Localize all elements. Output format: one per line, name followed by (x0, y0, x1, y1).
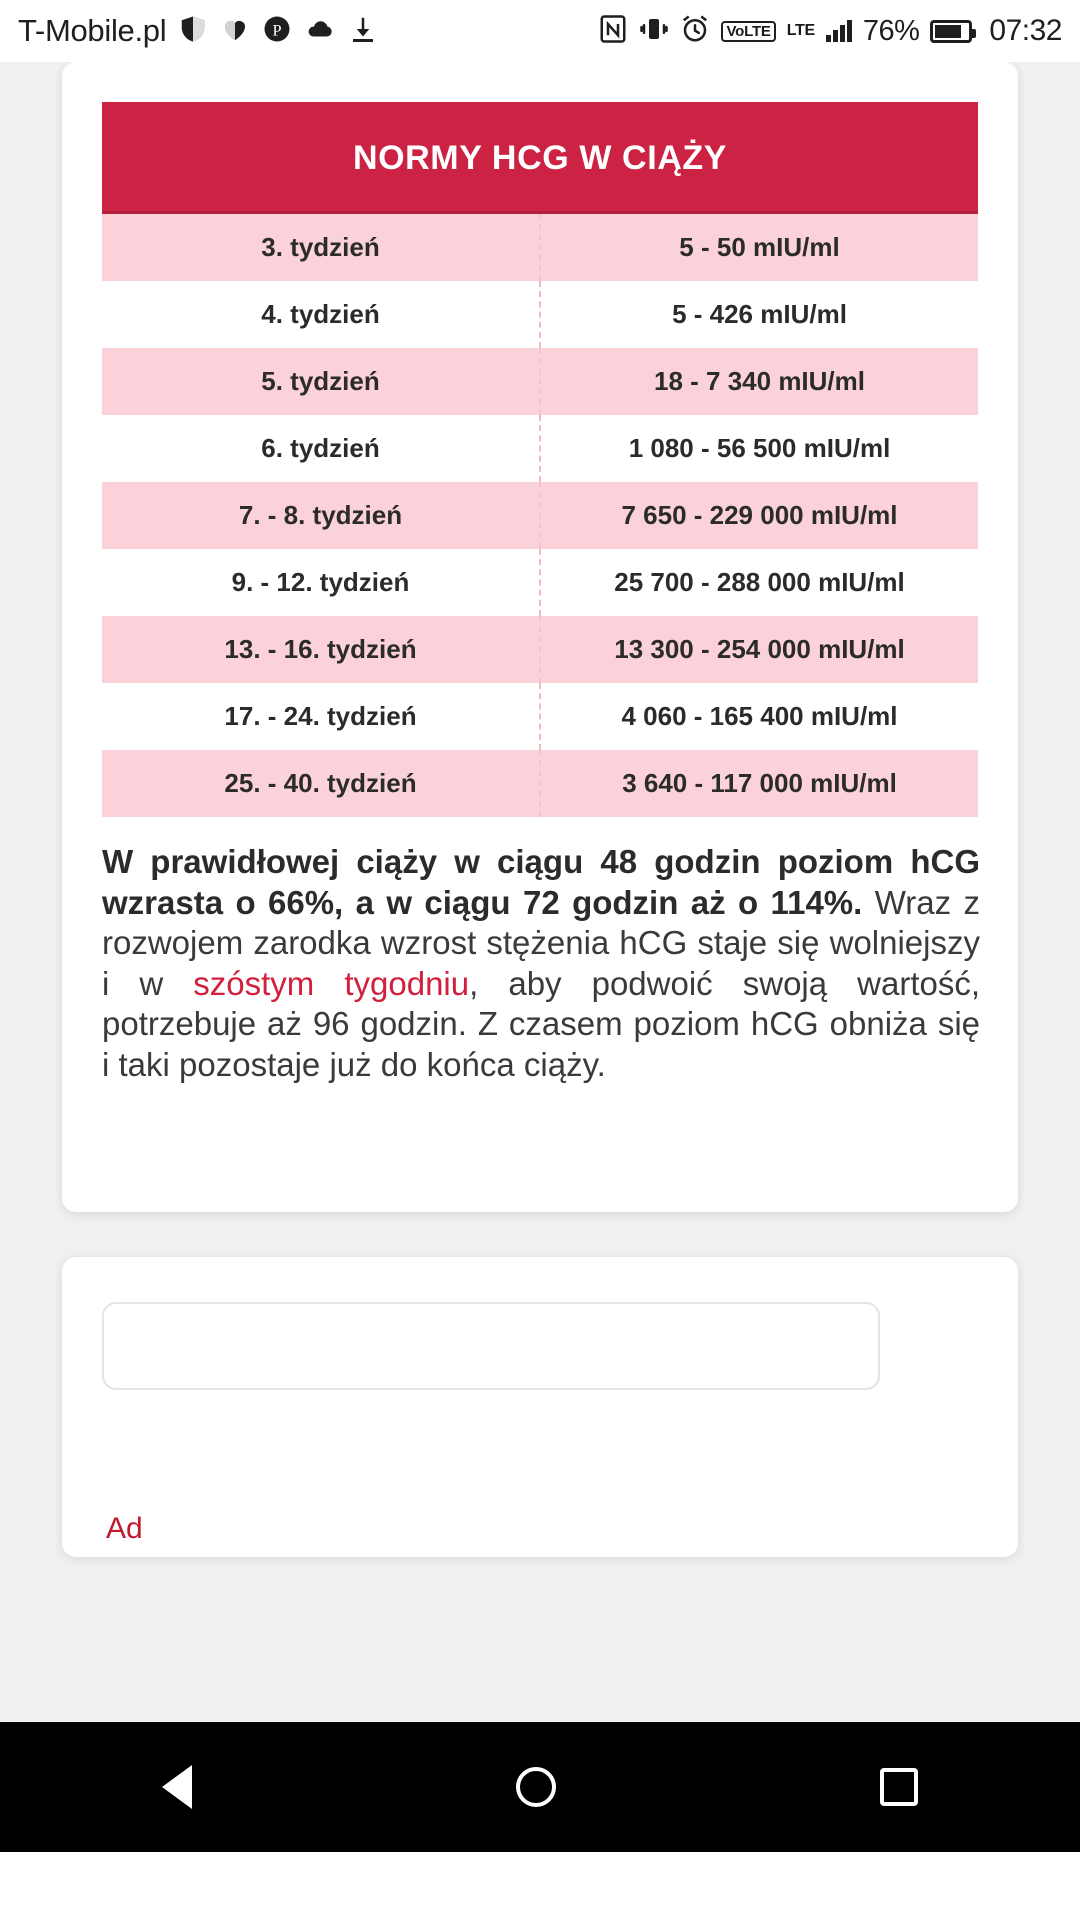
network-indicator (787, 23, 815, 39)
advertisement-card[interactable] (62, 1257, 1018, 1557)
vibrate-icon (639, 14, 669, 49)
home-button-icon[interactable] (516, 1767, 556, 1807)
battery-icon (930, 20, 972, 43)
webview-content[interactable] (0, 62, 1080, 1852)
ad-label: Ad (106, 1512, 143, 1545)
nfc-icon (598, 14, 628, 49)
status-bar-left (18, 13, 598, 49)
table-cell-value: 5 - 50 mIU/ml (540, 214, 978, 281)
hcg-norms-table (102, 102, 978, 817)
table-row (102, 750, 978, 817)
volte-badge: VoLTE (721, 21, 775, 42)
table-row (102, 348, 978, 415)
table-row (102, 214, 978, 281)
table-cell-value: 7 650 - 229 000 mIU/ml (540, 482, 978, 549)
table-row (102, 616, 978, 683)
clock-label: 07:32 (989, 14, 1062, 47)
table-cell-week: 6. tydzień (102, 415, 540, 482)
table-cell-week: 4. tydzień (102, 281, 540, 348)
alarm-icon (680, 14, 710, 49)
table-cell-value: 18 - 7 340 mIU/ml (540, 348, 978, 415)
table-cell-week: 9. - 12. tydzień (102, 549, 540, 616)
battery-percent-label: 76% (862, 14, 920, 47)
table-cell-value: 13 300 - 254 000 mIU/ml (540, 616, 978, 683)
table-cell-week: 13. - 16. tydzień (102, 616, 540, 683)
android-navigation-bar[interactable] (0, 1722, 1080, 1852)
ad-placeholder-box[interactable] (102, 1302, 880, 1390)
paragraph-bold-lead: W prawidłowej ciąży w ciągu 48 godzin poziom hCG wzrasta o 66%, a w ciągu 72 godzin aż o 114%. (102, 843, 980, 921)
paragraph-text-2: , aby podwoić swoją wartość, potrzebuje aż 96 godzin. Z czasem poziom hCG obniża się i taki pozostaje już do końca ciąży. (102, 964, 981, 1083)
shield-icon (178, 14, 208, 49)
table-row (102, 482, 978, 549)
carrier-label: T-Mobile.pl (18, 13, 167, 48)
table-cell-week: 25. - 40. tydzień (102, 750, 540, 817)
paragraph-text-1: Wraz z rozwojem zarodka wzrost stężenia hCG staje się wolniejszy i w (102, 883, 980, 1002)
cloud-icon (304, 14, 336, 49)
heart-icon (220, 14, 250, 49)
table-cell-value: 5 - 426 mIU/ml (672, 299, 847, 329)
article-card (62, 62, 1018, 1212)
table-cell-week: 7. - 8. tydzień (102, 482, 540, 549)
sixth-week-link[interactable]: szóstym tygodniu (193, 964, 470, 1002)
table-cell-week: 17. - 24. tydzień (102, 683, 540, 750)
svg-text:P: P (272, 20, 282, 39)
table-row (102, 415, 978, 482)
download-icon (348, 14, 378, 49)
pinterest-icon (262, 14, 292, 49)
article-paragraph (102, 842, 980, 1085)
table-row (102, 683, 978, 750)
recents-button-icon[interactable] (880, 1768, 918, 1806)
table-cell-week: 3. tydzień (102, 214, 540, 281)
table-cell-value: 25 700 - 288 000 mIU/ml (614, 567, 905, 597)
status-bar-right (598, 14, 1062, 49)
status-bar (0, 0, 1080, 62)
table-cell-value: 1 080 - 56 500 mIU/ml (628, 433, 891, 463)
table-cell-value: 3 640 - 117 000 mIU/ml (540, 750, 978, 817)
table-cell-value: 4 060 - 165 400 mIU/ml (621, 701, 898, 731)
table-cell-week: 5. tydzień (102, 348, 540, 415)
back-button-icon[interactable] (162, 1765, 192, 1809)
network-label: LTE (786, 22, 815, 39)
table-row (102, 281, 978, 348)
table-title: NORMY HCG W CIĄŻY (102, 102, 978, 214)
table-row (102, 549, 978, 616)
signal-bars-icon (826, 20, 852, 42)
